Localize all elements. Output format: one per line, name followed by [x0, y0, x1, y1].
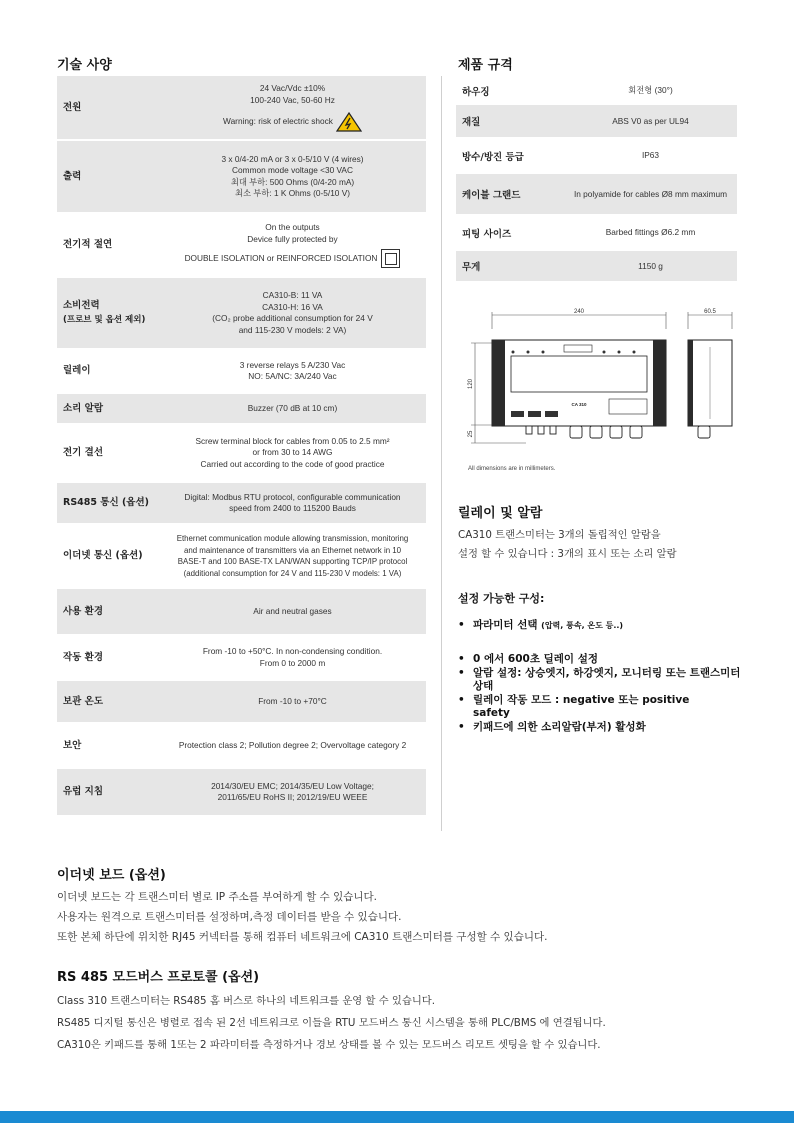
prod-label: 하우징: [462, 86, 490, 98]
spec-line: CA310-H: 16 VA: [262, 301, 323, 312]
warning-text: Warning: risk of electric shock: [223, 116, 333, 127]
spec-value: [159, 436, 426, 471]
rs485-line: Class 310 트랜스미터는 RS485 홈 버스로 하나의 네트워크를 운영 할 수 있습니다.: [57, 995, 435, 1007]
spec-label: 이더넷 통신 (옵션): [63, 550, 143, 561]
electric-shock-warning-icon: [336, 112, 362, 132]
spec-value: [159, 696, 426, 708]
rs485-description: [57, 990, 606, 1056]
height-dimension-label: 120: [468, 378, 474, 390]
spec-line: 24 Vac/Vdc ±10%: [259, 83, 326, 93]
spec-label-main: 소비전력: [63, 300, 100, 311]
config-item: • 0 에서 600초 딜레이 설정: [458, 653, 743, 667]
relay-line: 설정 할 수 있습니다 : 3개의 표시 또는 소리 알람: [458, 548, 677, 560]
spec-value: [159, 740, 426, 752]
spec-row-power-consumption: [57, 278, 426, 350]
config-item: • 알람 설정: 상승엣지, 하강엣지, 모니터링 또는 트랜스미터 상태: [458, 667, 743, 694]
spec-value: [159, 222, 426, 268]
rs485-line: RS485 디지털 통신은 병렬로 접속 된 2선 네트워크로 이들을 RTU 모드버스 통신 시스템을 통해 PLC/BMS 에 연결됩니다.: [57, 1017, 606, 1029]
spec-line: (additional consumption for 24 V and 115-230 V models: 1 VA): [183, 568, 402, 578]
config-item: • 릴레이 작동 모드 : negative 또는 positive safety: [458, 694, 708, 721]
ethernet-line: 사용자는 원격으로 트랜스미터를 설정하며,측정 데이터를 받을 수 있습니다.: [57, 911, 402, 923]
double-isolation-icon: [381, 249, 400, 268]
prod-value: 회전형 (30°): [628, 85, 673, 95]
spec-value: [159, 781, 426, 804]
spec-value: [159, 403, 426, 415]
ethernet-description: [57, 887, 547, 947]
ethernet-line: 또한 본체 하단에 위치한 RJ45 커넥터를 통해 컴퓨터 네트워크에 CA310 트랜스미터를 구성할 수 있습니다.: [57, 931, 548, 943]
prod-value: In polyamide for cables Ø8 mm maximum: [573, 188, 728, 199]
spec-line: Carried out according to the code of good practice: [200, 458, 385, 469]
spec-line: (CO₂ probe additional consumption for 24 V: [212, 313, 373, 323]
prod-label: 피팅 사이즈: [462, 228, 512, 240]
spec-label-sub: (프로브 및 옵션 제외): [63, 315, 146, 325]
footer-accent-bar: [0, 1111, 794, 1123]
spec-line: NO: 5A/NC: 3A/240 Vac: [248, 371, 337, 381]
spec-line: 3 reverse relays 5 A/230 Vac: [239, 359, 346, 370]
spec-row-safety: [57, 724, 426, 769]
spec-line: From 0 to 2000 m: [259, 657, 326, 668]
config-item-note: (압력, 풍속, 온도 등..): [541, 621, 624, 630]
config-list-1: [458, 619, 623, 633]
spec-label: 유럽 지침: [63, 786, 104, 797]
spec-row-operating: [57, 636, 426, 681]
tech-spec-title: 기술 사양: [57, 58, 112, 73]
spec-row-rs485: [57, 483, 426, 525]
spec-line: On the outputs: [265, 222, 320, 232]
depth-dimension-label: 60.5: [704, 309, 716, 315]
spec-line: CA310-B: 11 VA: [262, 290, 323, 300]
relay-description: [458, 526, 743, 564]
product-spec-title: 제품 규격: [458, 58, 513, 73]
spec-line: 최소 부하: 1 K Ohms (0-5/10 V): [234, 188, 351, 198]
spec-line: 최대 부하: 500 Ohms (0/4-20 mA): [230, 176, 355, 187]
spec-line: Protection class 2; Pollution degree 2; Overvoltage category 2: [178, 739, 407, 750]
spec-line: Common mode voltage <30 VAC: [232, 165, 353, 175]
spec-line: speed from 2400 to 115200 Bauds: [229, 503, 356, 513]
spec-row-ethernet: [57, 525, 426, 589]
spec-value: [159, 646, 426, 669]
ethernet-line: 이더넷 보드는 각 트랜스미터 별로 IP 주소를 부여하게 할 수 있습니다.: [57, 891, 378, 903]
spec-label: 전원: [63, 101, 82, 113]
prod-row-fitting: [456, 216, 737, 251]
product-spec-table: [456, 78, 737, 283]
spec-row-sound-alarm: [57, 394, 426, 425]
config-item: [458, 619, 623, 633]
config-item: • 키패드에 의한 소리알람(부저) 활성화: [458, 721, 743, 735]
spec-label: 작동 환경: [63, 651, 104, 663]
spec-line: or from 30 to 14 AWG: [252, 447, 333, 458]
tech-spec-table: [57, 76, 426, 817]
prod-row-housing: [456, 78, 737, 105]
prod-value: IP63: [641, 150, 660, 160]
spec-line: 3 x 0/4-20 mA or 3 x 0-5/10 V (4 wires): [221, 153, 364, 164]
rs485-line: CA310은 키패드를 통해 1또는 2 파라미터를 측정하거나 경보 상태를 볼 수 있는 모드버스 리모트 셋팅을 할 수 있습니다.: [57, 1039, 601, 1051]
spec-label: 릴레이: [63, 365, 91, 376]
relay-line: CA310 트랜스미터는 3개의 돌립적인 알람을: [458, 529, 661, 541]
spec-line: Digital: Modbus RTU protocol, configurable communication: [184, 491, 401, 502]
spec-label: 보관 온도: [63, 695, 104, 707]
spec-label: 사용 환경: [63, 605, 104, 617]
spec-line: 2011/65/EU RoHS II; 2012/19/EU WEEE: [217, 792, 368, 802]
spec-line: Ethernet communication module allowing transmission, monitoring: [176, 534, 409, 543]
spec-line: From -10 to +50°C. In non-condensing condition.: [202, 646, 383, 656]
prod-row-weight: [456, 251, 737, 283]
spec-line: Screw terminal block for cables from 0.05 to 2.5 mm²: [195, 435, 390, 446]
spec-label: 전기적 절연: [63, 239, 113, 250]
width-dimension-label: 240: [573, 309, 585, 315]
spec-row-wiring: [57, 425, 426, 483]
device-model-label: CA 310: [571, 402, 587, 407]
spec-line: Air and neutral gases: [253, 605, 332, 616]
warning-line: [165, 112, 420, 132]
spec-row-relay: [57, 350, 426, 394]
spec-value: [159, 83, 426, 132]
spec-value: [159, 606, 426, 618]
spec-line: and maintenance of transmitters via an Ethernet network in 10: [183, 545, 402, 555]
spec-label: [57, 299, 159, 327]
config-list-2: [458, 653, 743, 734]
spec-row-output: [57, 141, 426, 214]
dimension-note: All dimensions are in millimeters.: [468, 466, 556, 472]
rs485-title: RS 485 모드버스 프로토콜 (옵션): [57, 970, 260, 985]
prod-label: 무게: [462, 262, 481, 273]
spec-value: [159, 533, 426, 579]
spec-label: 출력: [63, 170, 82, 182]
spec-value: [159, 290, 426, 336]
dimension-drawing: [466, 307, 738, 447]
prod-row-protection: [456, 139, 737, 174]
config-title: 설정 가능한 구성:: [458, 592, 545, 605]
prod-value: Barbed fittings Ø6.2 mm: [605, 227, 696, 237]
prod-label: 재질: [462, 117, 481, 128]
prod-value: 1150 g: [638, 260, 663, 271]
spec-value: [159, 492, 426, 515]
spec-label: 보안: [63, 739, 82, 751]
spec-line: Device fully protected by: [247, 233, 338, 244]
column-divider: [441, 76, 442, 831]
gland-dimension-label: 25: [468, 430, 474, 438]
prod-value: ABS V0 as per UL94: [612, 115, 689, 126]
prod-label: 방수/방진 등급: [462, 151, 524, 163]
config-item-text: 파라미터 선택: [473, 619, 538, 631]
spec-line: From -10 to +70°C: [258, 695, 327, 706]
spec-line: and 115-230 V models: 2 VA): [238, 324, 347, 335]
prod-row-material: [456, 105, 737, 139]
spec-line: 2014/30/EU EMC; 2014/35/EU Low Voltage;: [211, 780, 374, 791]
prod-label: 케이블 그랜드: [462, 190, 521, 201]
ethernet-title: 이더넷 보드 (옵션): [57, 868, 166, 883]
spec-line: 100-240 Vac, 50-60 Hz: [250, 94, 335, 105]
isolation-line: [165, 249, 420, 268]
spec-label: 전기 결선: [63, 447, 104, 458]
spec-row-environment: [57, 589, 426, 636]
spec-line: Buzzer (70 dB at 10 cm): [247, 402, 338, 413]
spec-label: RS485 통신 (옵션): [63, 497, 149, 508]
spec-row-isolation: [57, 214, 426, 278]
isolation-text: DOUBLE ISOLATION or REINFORCED ISOLATION: [184, 252, 378, 263]
spec-value: [159, 154, 426, 200]
spec-line: BASE-T and 100 BASE-TX LAN/WAN supporting TCP/IP protocol: [177, 557, 408, 566]
spec-row-power: [57, 76, 426, 141]
spec-value: [159, 360, 426, 383]
spec-row-storage: [57, 681, 426, 724]
spec-label: 소리 알람: [63, 402, 104, 414]
prod-row-cable-gland: [456, 174, 737, 216]
relay-alarm-title: 릴레이 및 알람: [458, 506, 543, 521]
spec-row-eu-directives: [57, 769, 426, 817]
